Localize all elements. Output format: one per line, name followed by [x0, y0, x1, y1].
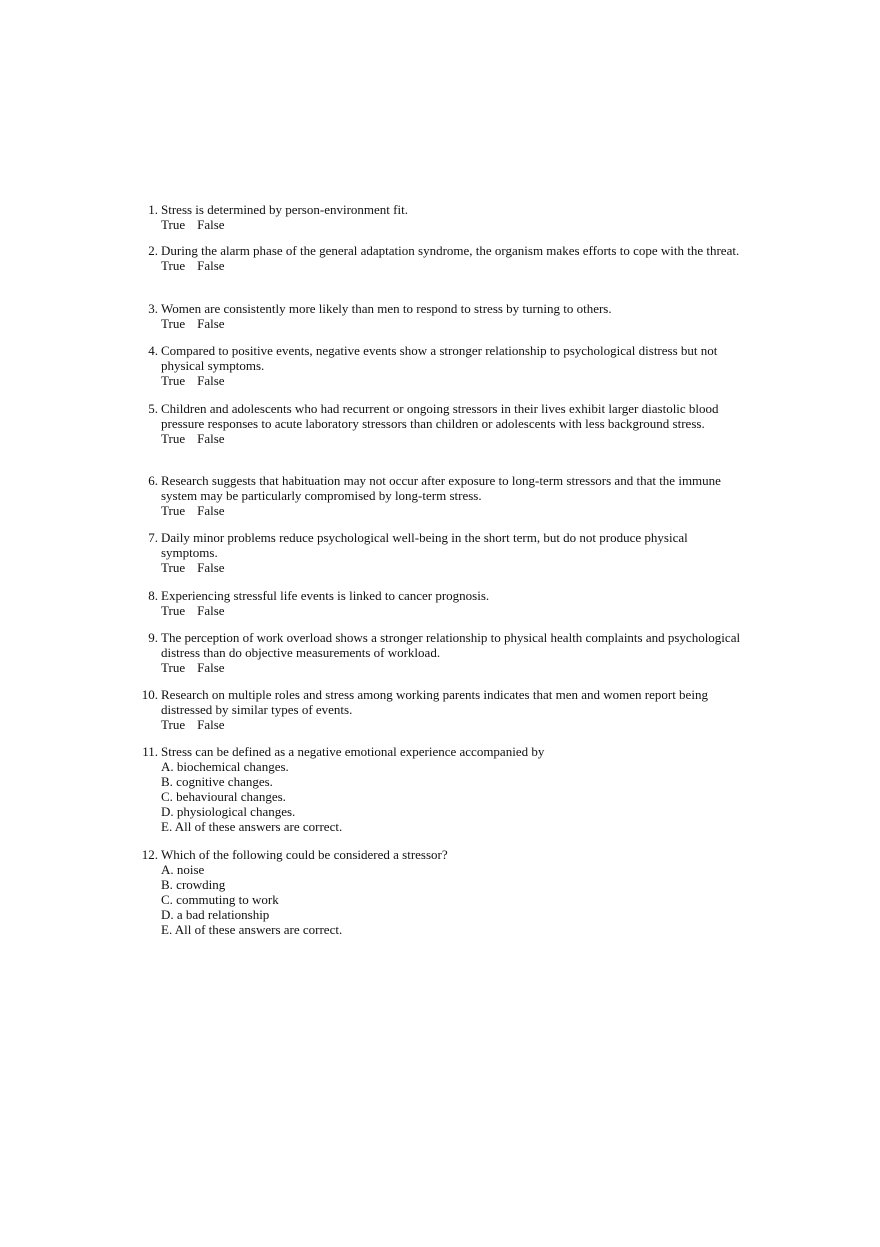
option-d: D. physiological changes. — [161, 804, 296, 819]
question-number: 8. — [148, 588, 158, 603]
option-c: C. commuting to work — [161, 892, 279, 907]
question-9 — [132, 630, 744, 675]
question-1 — [132, 202, 744, 232]
true-false-choices — [161, 717, 744, 732]
question-number: 4. — [148, 343, 158, 358]
answer-true: True — [161, 431, 186, 446]
option-a: A. noise — [161, 862, 205, 877]
true-false-choices — [161, 316, 744, 331]
question-text: Research suggests that habituation may not occur after exposure to long-term stressors and that the immune system may be particularly compromised by long-term stress. — [161, 473, 721, 503]
question-number: 1. — [148, 202, 158, 217]
answer-false: False — [197, 603, 225, 618]
question-6 — [132, 473, 744, 518]
answer-false: False — [197, 660, 225, 675]
answer-true: True — [161, 258, 186, 273]
question-text: Experiencing stressful life events is linked to cancer prognosis. — [161, 588, 490, 603]
true-false-choices — [161, 560, 744, 575]
answer-true: True — [161, 316, 186, 331]
question-3 — [132, 301, 744, 331]
option-a: A. biochemical changes. — [161, 759, 289, 774]
answer-false: False — [197, 217, 225, 232]
answer-false: False — [197, 503, 225, 518]
question-text: Stress is determined by person-environment fit. — [161, 202, 408, 217]
answer-true: True — [161, 660, 186, 675]
question-4 — [132, 343, 744, 388]
option-c: C. behavioural changes. — [161, 789, 286, 804]
question-text: Research on multiple roles and stress among working parents indicates that men and women report being distressed by similar types of events. — [161, 687, 708, 717]
question-number: 11. — [142, 744, 158, 759]
question-text: Women are consistently more likely than men to respond to stress by turning to others. — [161, 301, 612, 316]
answer-false: False — [197, 560, 225, 575]
question-text: During the alarm phase of the general adaptation syndrome, the organism makes efforts to cope with the threat. — [161, 243, 740, 258]
option-d: D. a bad relationship — [161, 907, 270, 922]
question-number: 2. — [148, 243, 158, 258]
answer-false: False — [197, 717, 225, 732]
question-number: 9. — [148, 630, 158, 645]
answer-false: False — [197, 258, 225, 273]
question-5 — [132, 401, 744, 446]
true-false-choices — [161, 660, 744, 675]
question-text: Stress can be defined as a negative emotional experience accompanied by — [161, 744, 545, 759]
question-number: 10. — [141, 687, 158, 702]
question-8 — [132, 588, 744, 618]
question-number: 7. — [148, 530, 158, 545]
true-false-choices — [161, 603, 744, 618]
question-text: Compared to positive events, negative events show a stronger relationship to psychological distress but not physical symptoms. — [161, 343, 718, 373]
question-10 — [132, 687, 744, 732]
question-11 — [132, 744, 744, 834]
question-text: Daily minor problems reduce psychological well-being in the short term, but do not produce physical symptoms. — [161, 530, 688, 560]
answer-true: True — [161, 373, 186, 388]
option-e: E. All of these answers are correct. — [161, 922, 343, 937]
answer-false: False — [197, 373, 225, 388]
question-12 — [132, 847, 744, 937]
answer-true: True — [161, 603, 186, 618]
question-text: Which of the following could be considered a stressor? — [161, 847, 448, 862]
question-number: 6. — [148, 473, 158, 488]
question-text: Children and adolescents who had recurrent or ongoing stressors in their lives exhibit larger diastolic blood pressure responses to acute laboratory stressors than children or adolescents with less background stress. — [161, 401, 719, 431]
option-b: B. crowding — [161, 877, 226, 892]
question-number: 12. — [141, 847, 158, 862]
answer-false: False — [197, 431, 225, 446]
true-false-choices — [161, 373, 744, 388]
answer-false: False — [197, 316, 225, 331]
true-false-choices — [161, 217, 744, 232]
question-number: 3. — [148, 301, 158, 316]
question-7 — [132, 530, 744, 575]
option-e: E. All of these answers are correct. — [161, 819, 343, 834]
answer-true: True — [161, 717, 186, 732]
question-text: The perception of work overload shows a stronger relationship to physical health complaints and psychological distress than do objective measurements of workload. — [161, 630, 741, 660]
answer-true: True — [161, 503, 186, 518]
true-false-choices — [161, 431, 744, 446]
option-b: B. cognitive changes. — [161, 774, 273, 789]
question-number: 5. — [148, 401, 158, 416]
true-false-choices — [161, 258, 744, 273]
question-2 — [132, 243, 744, 273]
answer-true: True — [161, 217, 186, 232]
true-false-choices — [161, 503, 744, 518]
answer-true: True — [161, 560, 186, 575]
